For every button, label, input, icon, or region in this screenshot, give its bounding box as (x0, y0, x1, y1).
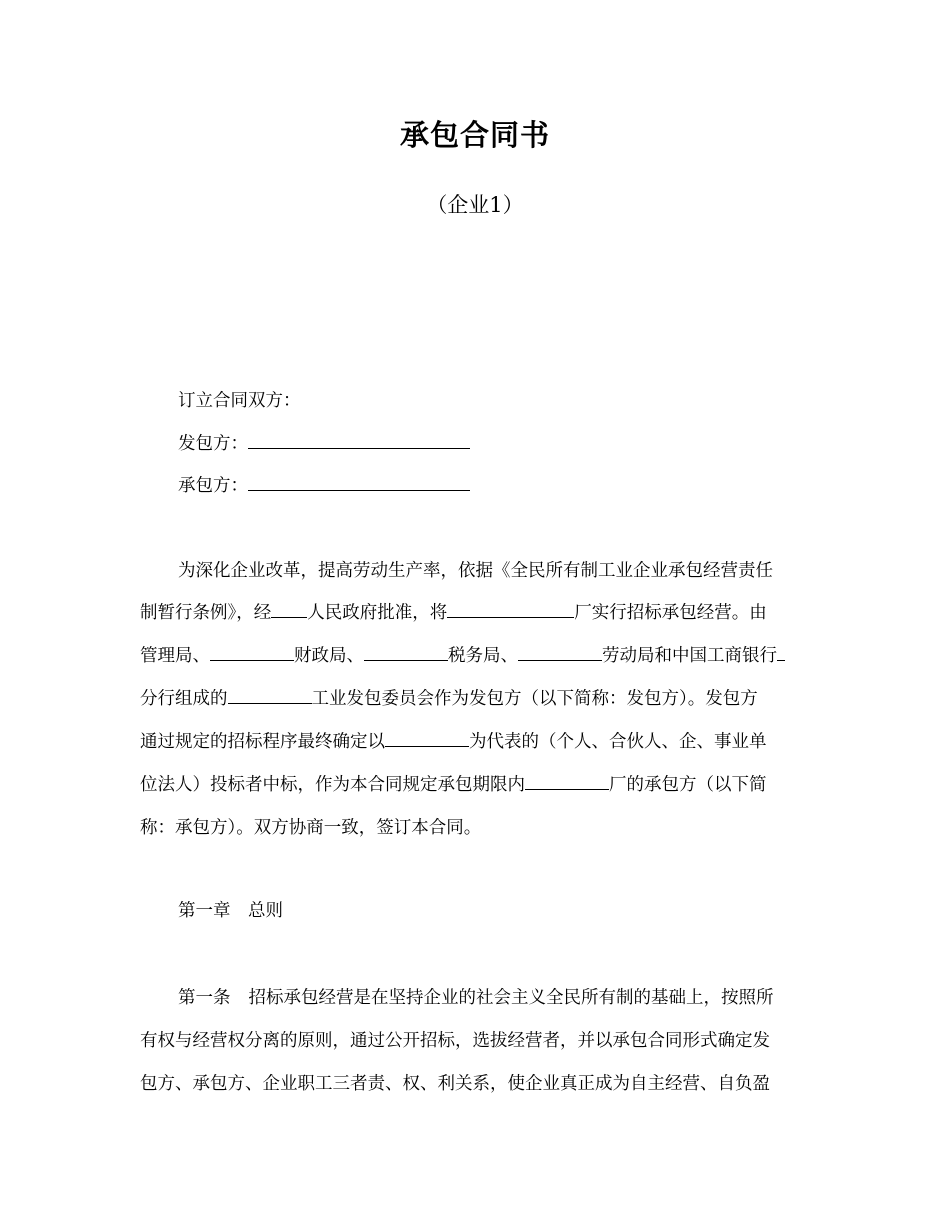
preamble-text: 分行组成的 (140, 689, 228, 709)
preamble-text: 人民政府批准，将 (307, 603, 448, 623)
parties-heading-text: 订立合同双方： (178, 391, 301, 411)
contractor-blank[interactable] (248, 475, 470, 491)
finance-bureau-blank[interactable] (210, 645, 294, 661)
chapter-heading-text: 第一章 总则 (178, 901, 283, 921)
contract-factory-blank[interactable] (525, 774, 609, 790)
preamble-text: 制暂行条例》，经 (140, 603, 272, 623)
article-text: 包方、承包方、企业职工三者责、权、利关系，使企业真正成为自主经营、自负盈 (140, 1074, 770, 1094)
government-blank[interactable] (271, 602, 307, 618)
document-subtitle: （企业1） (426, 193, 524, 217)
preamble-line-6 (140, 771, 830, 799)
article-text: 招标承包经营是在坚持企业的社会主义全民所有制的基础上，按照所 (248, 988, 774, 1008)
preamble-text: 厂实行招标承包经营。由 (574, 603, 767, 623)
contractor-line (178, 472, 868, 500)
article-text: 有权与经营权分离的原则，通过公开招标，选拔经营者，并以承包合同形式确定发 (140, 1031, 770, 1051)
chapter-1-heading (178, 897, 868, 925)
parties-heading (178, 387, 868, 415)
representative-blank[interactable] (385, 731, 469, 747)
preamble-line-3 (140, 642, 830, 670)
employer-line (178, 430, 868, 458)
document-title: 承包合同书 (399, 118, 550, 152)
preamble-text: 通过规定的招标程序最终确定以 (140, 732, 385, 752)
preamble-text: 厂的承包方（以下简 (609, 775, 767, 795)
committee-blank[interactable] (228, 688, 312, 704)
preamble-text: 称：承包方）。双方协商一致，签订本合同。 (140, 818, 482, 838)
preamble-text: 位法人）投标者中标，作为本合同规定承包期限内 (140, 775, 525, 795)
preamble-line-1 (178, 557, 868, 585)
article-1-line-2 (140, 1027, 830, 1055)
preamble-text: 工业发包委员会作为发包方（以下简称：发包方）。发包方 (311, 689, 758, 709)
employer-label: 发包方： (178, 434, 248, 454)
preamble-text: 财政局、 (294, 646, 364, 666)
preamble-line-7 (140, 814, 830, 842)
employer-blank[interactable] (248, 433, 470, 449)
tax-bureau-blank[interactable] (364, 645, 448, 661)
bank-branch-blank[interactable] (777, 645, 785, 661)
labor-bureau-blank[interactable] (518, 645, 602, 661)
preamble-line-5 (140, 728, 830, 756)
preamble-text: 为深化企业改革，提高劳动生产率，依据《全民所有制工业企业承包经营责任 (178, 561, 773, 581)
factory-blank[interactable] (447, 602, 574, 618)
contractor-label: 承包方： (178, 476, 248, 496)
article-1-line-3 (140, 1070, 830, 1098)
preamble-text: 税务局、 (448, 646, 518, 666)
preamble-text: 管理局、 (140, 646, 210, 666)
article-label: 第一条 (178, 988, 231, 1008)
article-1-line-1 (178, 984, 868, 1012)
preamble-text: 为代表的（个人、合伙人、企、事业单 (469, 732, 767, 752)
preamble-text: 劳动局和中国工商银行 (602, 646, 777, 666)
preamble-line-2 (140, 599, 830, 627)
preamble-line-4 (140, 685, 830, 713)
